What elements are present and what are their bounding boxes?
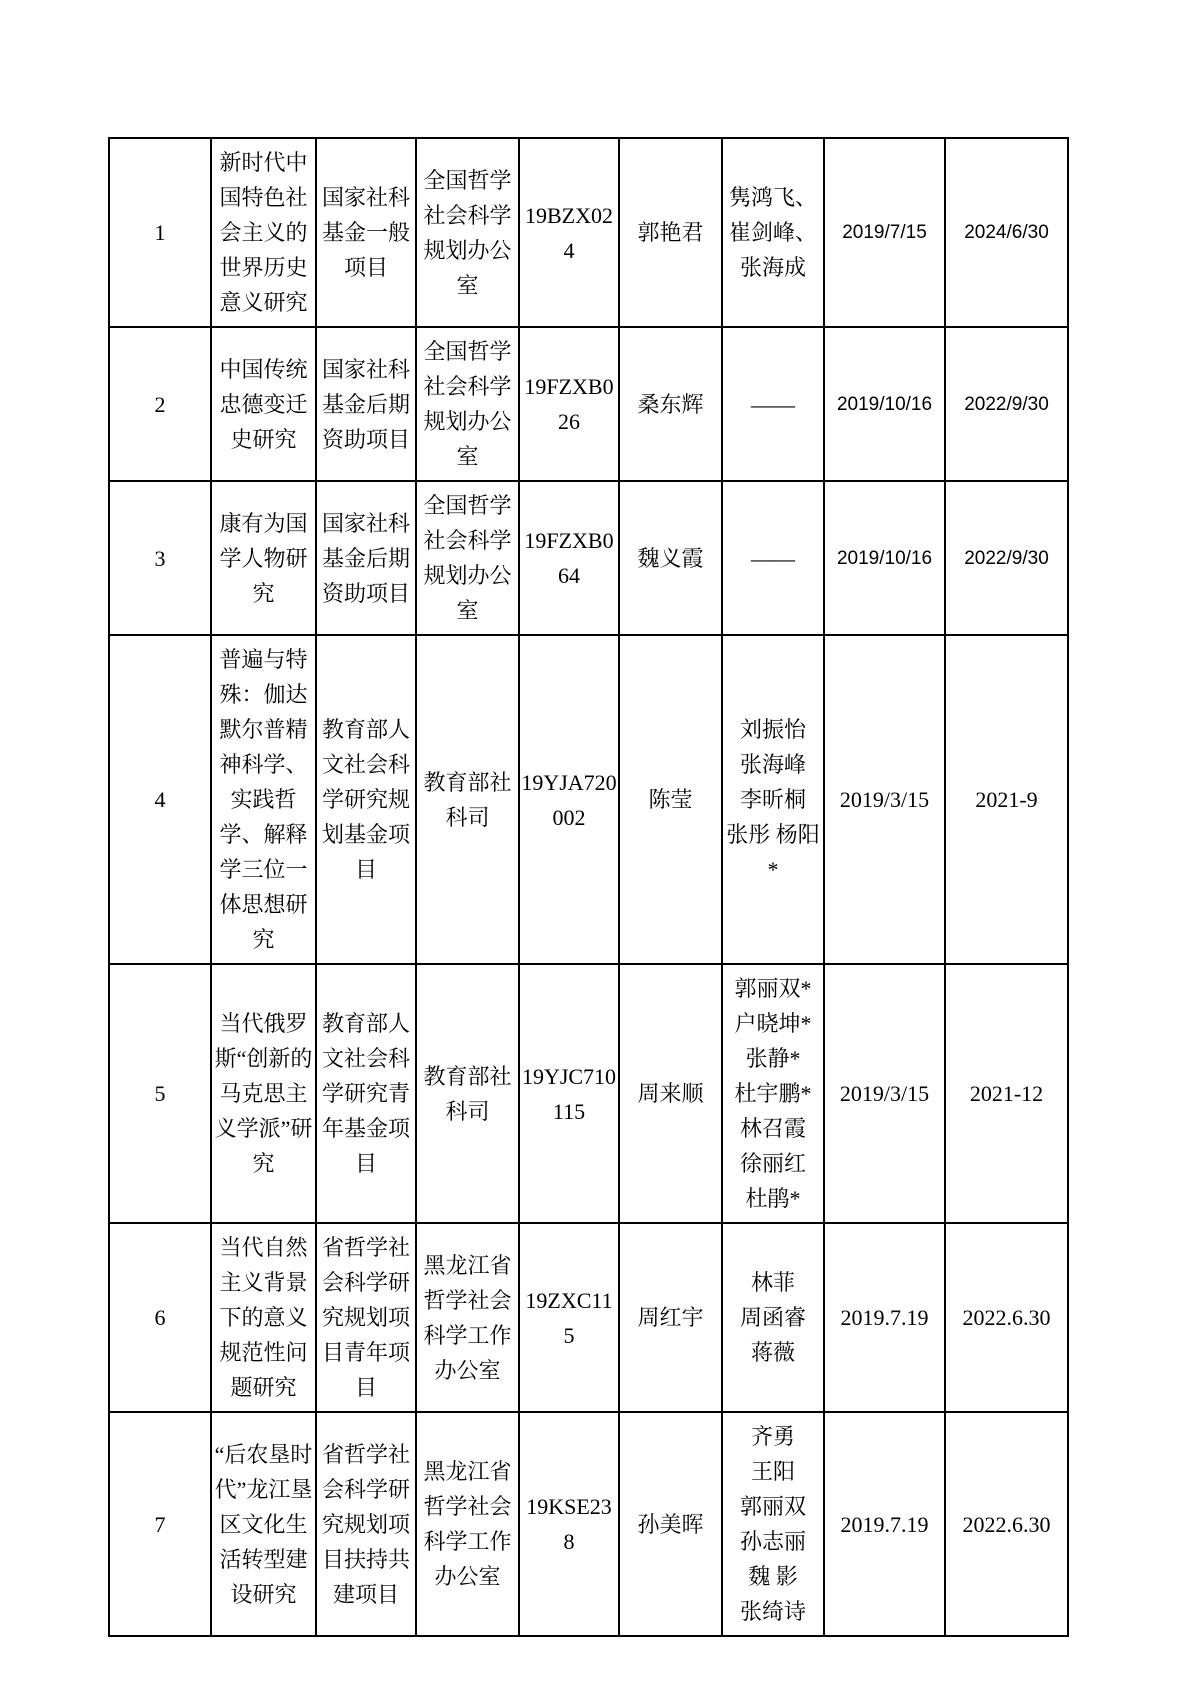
team-members: [722, 138, 824, 327]
leader-name: 周红宇: [619, 1223, 722, 1412]
table-row: [109, 1223, 1068, 1412]
start-date: 2019/10/16: [824, 481, 945, 635]
team-members: [722, 964, 824, 1223]
start-date: 2019.7.19: [824, 1412, 945, 1636]
table-row: [109, 481, 1068, 635]
project-title: 康有为国学人物研究: [211, 481, 316, 635]
team-member: 郭丽双*: [734, 976, 812, 1001]
project-number: 19BZX024: [519, 138, 619, 327]
row-index: 6: [109, 1223, 211, 1412]
leader-name: 周来顺: [619, 964, 722, 1223]
project-number: 19FZXB064: [519, 481, 619, 635]
authority: 教育部社科司: [416, 964, 519, 1223]
team-member: 徐丽红: [739, 1151, 806, 1176]
row-index: 3: [109, 481, 211, 635]
team-member: 张绮诗: [739, 1599, 806, 1624]
end-date: 2022.6.30: [945, 1223, 1068, 1412]
team-member: 崔剑峰、: [728, 220, 817, 245]
team-members: [722, 481, 824, 635]
fund-type: 国家社科基金一般项目: [316, 138, 416, 327]
table-row: [109, 635, 1068, 964]
team-member: ——: [751, 391, 795, 417]
project-title: 当代俄罗斯“创新的马克思主义学派”研究: [211, 964, 316, 1223]
leader-name: 陈莹: [619, 635, 722, 964]
team-member: 蒋薇: [750, 1340, 795, 1365]
authority: 全国哲学社会科学规划办公室: [416, 327, 519, 481]
project-title: 当代自然主义背景下的意义规范性问题研究: [211, 1223, 316, 1412]
team-member: 张彤 杨阳*: [726, 822, 820, 882]
team-member: 户晓坤*: [734, 1011, 812, 1036]
team-member: 张静*: [745, 1046, 801, 1071]
project-number: 19KSE238: [519, 1412, 619, 1636]
end-date: 2024/6/30: [945, 138, 1068, 327]
table-row: [109, 138, 1068, 327]
team-members: [722, 327, 824, 481]
team-member: ——: [751, 545, 795, 571]
leader-name: 桑东辉: [619, 327, 722, 481]
start-date: 2019/10/16: [824, 327, 945, 481]
team-member: 林菲: [750, 1270, 795, 1295]
project-number: 19YJC710115: [519, 964, 619, 1223]
project-number: 19FZXB026: [519, 327, 619, 481]
end-date: 2021-9: [945, 635, 1068, 964]
row-index: 7: [109, 1412, 211, 1636]
team-member: 孙志丽: [739, 1529, 806, 1554]
team-member: 杜宇鹏*: [734, 1081, 812, 1106]
end-date: 2022.6.30: [945, 1412, 1068, 1636]
team-members: [722, 635, 824, 964]
table-row: [109, 327, 1068, 481]
fund-type: 国家社科基金后期资助项目: [316, 327, 416, 481]
authority: 黑龙江省哲学社会科学工作办公室: [416, 1223, 519, 1412]
fund-type: 教育部人文社会科学研究青年基金项目: [316, 964, 416, 1223]
start-date: 2019/3/15: [824, 635, 945, 964]
project-title: 新时代中国特色社会主义的世界历史意义研究: [211, 138, 316, 327]
team-member: 林召霞: [739, 1116, 806, 1141]
project-number: 19ZXC115: [519, 1223, 619, 1412]
leader-name: 郭艳君: [619, 138, 722, 327]
team-members: [722, 1223, 824, 1412]
team-member: 周函睿: [739, 1305, 806, 1330]
end-date: 2022/9/30: [945, 481, 1068, 635]
row-index: 5: [109, 964, 211, 1223]
start-date: 2019/7/15: [824, 138, 945, 327]
fund-type: 教育部人文社会科学研究规划基金项目: [316, 635, 416, 964]
team-member: 郭丽双: [739, 1494, 806, 1519]
fund-type: 省哲学社会科学研究规划项目扶持共建项目: [316, 1412, 416, 1636]
authority: 黑龙江省哲学社会科学工作办公室: [416, 1412, 519, 1636]
project-title: 普遍与特殊：伽达默尔普精神科学、实践哲学、解释学三位一体思想研究: [211, 635, 316, 964]
project-number: 19YJA720002: [519, 635, 619, 964]
row-index: 1: [109, 138, 211, 327]
authority: 全国哲学社会科学规划办公室: [416, 481, 519, 635]
team-member: 张海峰: [739, 752, 806, 777]
team-member: 魏 影: [748, 1564, 798, 1589]
end-date: 2022/9/30: [945, 327, 1068, 481]
projects-table: [108, 137, 1069, 1637]
fund-type: 省哲学社会科学研究规划项目青年项目: [316, 1223, 416, 1412]
leader-name: 魏义霞: [619, 481, 722, 635]
start-date: 2019/3/15: [824, 964, 945, 1223]
table-row: [109, 964, 1068, 1223]
team-member: 王阳: [750, 1459, 795, 1484]
row-index: 2: [109, 327, 211, 481]
row-index: 4: [109, 635, 211, 964]
team-member: 张海成: [739, 255, 806, 280]
end-date: 2021-12: [945, 964, 1068, 1223]
start-date: 2019.7.19: [824, 1223, 945, 1412]
team-members: [722, 1412, 824, 1636]
authority: 教育部社科司: [416, 635, 519, 964]
project-title: “后农垦时代”龙江垦区文化生活转型建设研究: [211, 1412, 316, 1636]
leader-name: 孙美晖: [619, 1412, 722, 1636]
table-row: [109, 1412, 1068, 1636]
authority: 全国哲学社会科学规划办公室: [416, 138, 519, 327]
team-member: 刘振怡: [739, 717, 806, 742]
team-member: 李昕桐: [739, 787, 806, 812]
team-member: 隽鸿飞、: [728, 185, 817, 210]
team-member: 齐勇: [750, 1424, 795, 1449]
team-member: 杜鹃*: [745, 1186, 801, 1211]
project-title: 中国传统忠德变迁史研究: [211, 327, 316, 481]
fund-type: 国家社科基金后期资助项目: [316, 481, 416, 635]
